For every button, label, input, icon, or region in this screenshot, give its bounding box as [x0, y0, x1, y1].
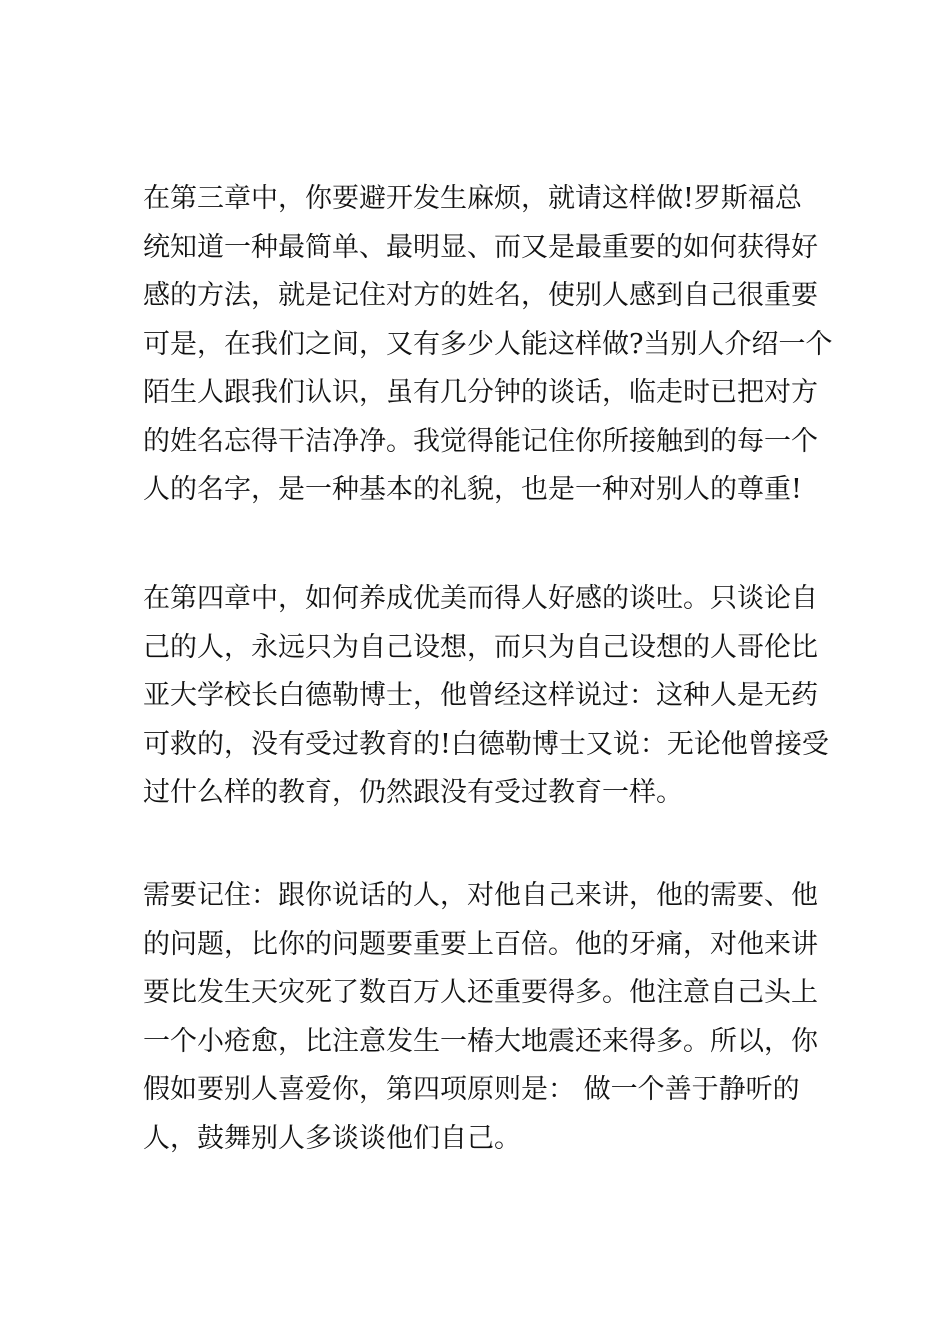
paragraph-chapter-four	[143, 575, 829, 818]
text-line: 一个小疮愈，比注意发生一椿大地震还来得多。所以，你	[143, 1025, 818, 1057]
text-line: 需要记住：跟你说话的人，对他自己来讲，他的需要、他	[143, 880, 818, 911]
text-line: 陌生人跟我们认识，虽有几分钟的谈话，临走时已把对方	[143, 377, 818, 408]
text-line: 统知道一种最简单、最明显、而又是最重要的如何获得好	[143, 231, 818, 263]
text-line: 可救的，没有受过教育的!白德勒博士又说：无论他曾接受	[143, 728, 829, 760]
text-line: 在第四章中，如何养成优美而得人好感的谈吐。只谈论自	[143, 583, 818, 614]
text-line: 的问题，比你的问题要重要上百倍。他的牙痛，对他来讲	[143, 928, 818, 960]
text-line: 过什么样的教育，仍然跟没有受过教育一样。	[143, 777, 683, 808]
text-line: 在第三章中，你要避开发生麻烦，就请这样做!罗斯福总	[143, 183, 802, 214]
paragraph-remember	[143, 872, 818, 1163]
text-line: 感的方法，就是记住对方的姓名，使别人感到自己很重要	[143, 280, 818, 311]
paragraph-chapter-three	[143, 175, 833, 515]
text-line: 可是，在我们之间，又有多少人能这样做?当别人介绍一个	[143, 328, 833, 360]
text-line: 己的人，永远只为自己设想，而只为自己设想的人哥伦比	[143, 631, 818, 663]
text-line: 的姓名忘得干洁净净。我觉得能记住你所接触到的每一个	[143, 425, 818, 457]
text-line: 人，鼓舞别人多谈谈他们自己。	[143, 1122, 521, 1154]
text-line: 假如要别人喜爱你，第四项原则是： 做一个善于静听的	[143, 1074, 800, 1105]
text-line: 要比发生天灾死了数百万人还重要得多。他注意自己头上	[143, 977, 818, 1008]
text-line: 亚大学校长白德勒博士，他曾经这样说过：这种人是无药	[143, 680, 818, 711]
text-line: 人的名字，是一种基本的礼貌，也是一种对别人的尊重!	[143, 474, 802, 505]
